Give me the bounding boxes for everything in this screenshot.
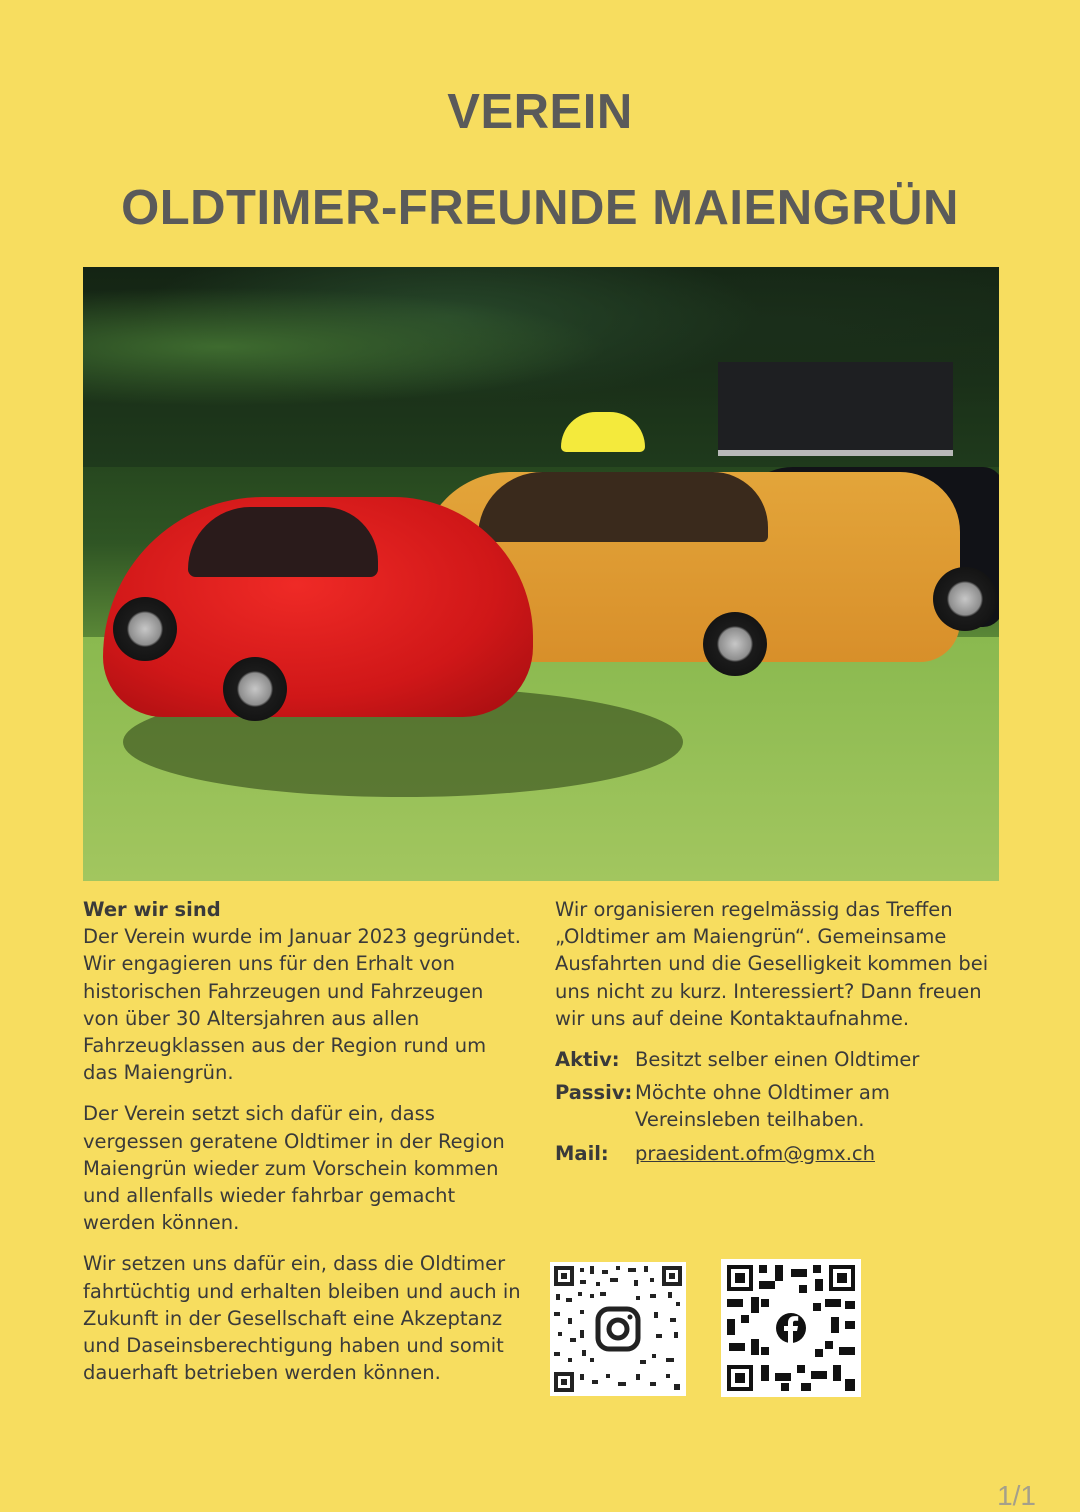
intro-paragraph-2: Der Verein setzt sich dafür ein, dass vergessen geratene Oldtimer in der Region Maiengrün wieder zum Vorschein kommen und allenfalls wieder fahrbar gemacht werden können. [83, 1102, 505, 1235]
active-label: Aktiv: [555, 1048, 620, 1072]
active-value: Besitzt selber einen Oldtimer [635, 1048, 920, 1072]
yellow-car-roof [478, 472, 768, 542]
paragraph-1-text: Der Verein wurde im Januar 2023 gegründet. Wir engagieren uns für den Erhalt von historischen Fahrzeugen und Fahrzeugen von über 30 Altersjahren aus allen Fahrzeugklassen aus der Region rund um das Maiengrün. [83, 925, 521, 1085]
section-heading: Wer wir sind [83, 898, 221, 921]
classic-cars-photo [83, 267, 999, 881]
truck-shape [718, 362, 953, 456]
title-line-2: OLDTIMER-FREUNDE MAIENGRÜN [121, 181, 959, 235]
facebook-qr-code[interactable] [721, 1259, 861, 1397]
wheel [703, 612, 767, 676]
left-column [83, 896, 523, 1400]
wheel [223, 657, 287, 721]
mail-label: Mail: [555, 1141, 609, 1165]
wheel [113, 597, 177, 661]
intro-paragraph-1 [83, 896, 523, 1086]
page-indicator: 1/1 [997, 1480, 1036, 1511]
intro-paragraph-3: Wir setzen uns dafür ein, dass die Oldtimer fahrtüchtig und erhalten bleiben und auch in Zukunft in der Gesellschaft eine Akzeptanz und Daseinsberechtigung haben und somit dauerhaft betrieben werden können. [83, 1252, 521, 1385]
mail-link[interactable]: praesident.ofm@gmx.ch [635, 1141, 875, 1165]
passive-value: Möchte ohne Oldtimer am Vereinsleben teilhaben. [635, 1081, 890, 1132]
membership-active [555, 1046, 1005, 1073]
membership-mail [555, 1140, 1005, 1167]
passive-label: Passiv: [555, 1081, 633, 1105]
right-column [555, 896, 1005, 1173]
membership-passive [555, 1079, 1005, 1133]
title-line-1: VEREIN [447, 85, 633, 139]
red-car-windshield [188, 507, 378, 577]
intro-paragraph-4: Wir organisieren regelmässig das Treffen „Oldtimer am Maiengrün“. Gemeinsame Ausfahrten und die Geselligkeit kommen bei uns nicht zu kurz. Interessiert? Dann freuen wir uns auf deine Kontaktaufnahme. [555, 898, 989, 1030]
instagram-qr-code[interactable] [550, 1262, 686, 1396]
wheel [933, 567, 997, 631]
